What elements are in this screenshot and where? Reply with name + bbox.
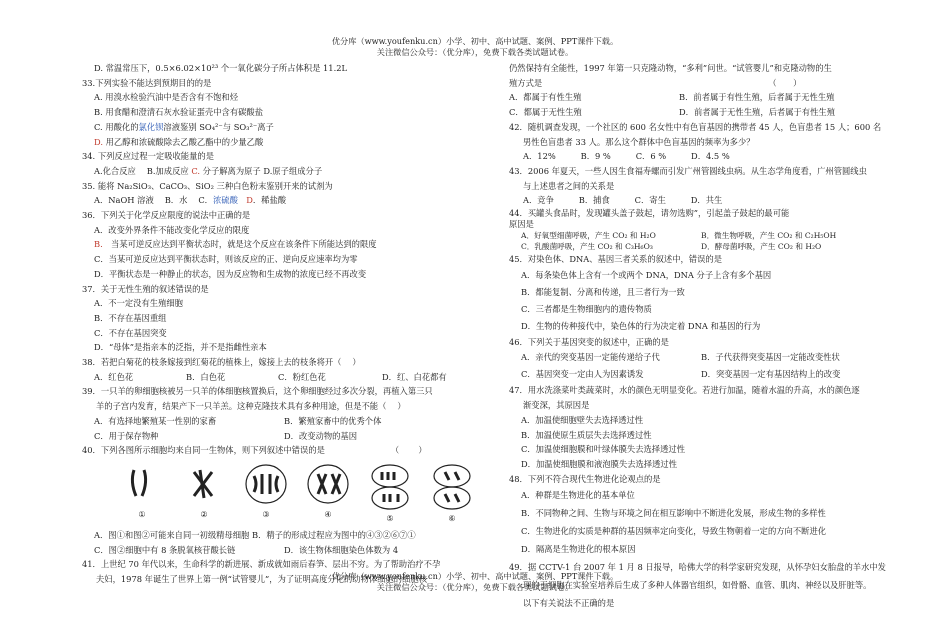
option: A．有选择地繁殖某一性别的家畜 <box>94 415 217 426</box>
option: B．前者属于有性生殖，后者属于无性生殖 <box>679 92 835 103</box>
option-line: D．“母体”是指亲本的泛指，并不是指雌性亲本 <box>94 342 267 353</box>
option-row <box>82 429 477 444</box>
option-line: D．隔离是生物进化的根本原因 <box>521 544 636 555</box>
page-header <box>0 36 950 58</box>
option-line: C．不存在基因突变 <box>94 327 167 338</box>
question-38: 38．若把白菊花的枝条嫁接到红菊花的植株上，嫁接上去的枝条将开（ ） <box>82 357 361 368</box>
highlight-letter: D. <box>94 136 103 147</box>
highlight-text: 氯化钡 <box>138 121 164 132</box>
question-49-cont: 现的干细胞在实验室培养后生成了多种人体器官组织，如骨骼、血管、肌肉、神经以及肝脏等。 <box>523 580 872 591</box>
cell-3-icon <box>244 462 288 508</box>
cell-label: ③ <box>262 509 270 519</box>
option-line: C．当某可逆反应达到平衡状态时，则该反应的正、逆向反应速率均为零 <box>94 254 358 265</box>
footer-line-2: 关注微信公众号：（优分库），免费下载各类试题试卷。 <box>376 582 574 592</box>
text: ．稀盐酸 <box>252 195 287 206</box>
left-column <box>82 61 477 587</box>
option: B．微生物呼吸，产生 CO₂ 和 C₂H₅OH <box>701 231 837 241</box>
option: C．基因突变一定由人为因素诱发 <box>521 369 644 380</box>
option-line: D．生物的传种接代中，染色体的行为决定着 DNA 和基因的行为 <box>521 320 761 331</box>
option-row <box>509 241 869 252</box>
option: C．都属于无性生殖 <box>509 107 582 118</box>
option-line: A．不一定没有生殖细胞 <box>94 298 183 309</box>
option: C．图②细胞中有 8 条脱氧核苷酸长链 <box>94 544 236 555</box>
option-line: A．改变外界条件不能改变化学反应的限度 <box>94 224 250 235</box>
text: A．NaOH 溶液 B．水 C． <box>94 195 213 206</box>
option-line <box>82 237 477 252</box>
text: 当某可逆反应达到平衡状态时，就是这个反应在该条件下所能达到的限度 <box>102 239 377 250</box>
text: 殖方式是 <box>509 77 543 88</box>
text: A.化合反应 B.加成反应 <box>94 165 192 176</box>
header-line-1: 优分库（www.youfenku.cn）小学、初中、高中试题、案例、PPT课件下载。 <box>331 36 619 46</box>
question-47: 47．用水洗涤菜叶类蔬菜时，水的颜色无明显变化。若进行加温，随着水温的升高，水的颜色逐 <box>509 385 860 396</box>
option-row <box>509 349 869 366</box>
option: D．红、白花都有 <box>382 371 447 382</box>
option: D．改变动物的基因 <box>284 430 358 441</box>
option: A．好氧型细菌呼吸，产生 CO₂ 和 H₂O <box>521 231 656 241</box>
option-line: B．不同物种之间、生物与环境之间在相互影响中不断进化发展，形成生物的多样性 <box>521 508 826 519</box>
cell-1-icon <box>120 462 164 508</box>
option-line <box>82 120 477 135</box>
option: B．子代获得突变基因一定能改变性状 <box>701 352 840 363</box>
option-row <box>82 543 477 558</box>
option-row <box>509 366 869 383</box>
text: 40．下列各图所示细胞均来自同一生物体，则下列叙述中错误的是 <box>82 445 325 456</box>
option-line: A．图①和图②可能来自同一初级精母细胞 B．精子的形成过程应为图中的④③②⑥⑦① <box>94 529 416 540</box>
option: C．粉红色花 <box>278 371 326 382</box>
option-line: D．加温使细胞膜和液泡膜失去选择透过性 <box>521 458 677 469</box>
question-41-cont: 夫妇，1978 年诞生了世界上第一例“试管婴儿”，为了证明高度分化的动物体细胞的细胞核 <box>96 574 427 585</box>
option-row <box>509 230 869 241</box>
option-line: C．生物进化的实质是种群的基因频率定向变化，导致生物朝着一定的方向不断进化 <box>521 526 827 537</box>
question-41: 41．上世纪 70 年代以来，生命科学的新进展、新成就如雨后春笋、层出不穷。为了帮助治疗不孕 <box>82 559 441 570</box>
option: D．酵母菌呼吸，产生 CO₂ 和 H₂O <box>701 242 822 252</box>
option: D．突变基因一定有基因结构上的改变 <box>701 369 841 380</box>
option-line <box>82 135 477 150</box>
option-line: D．平衡状态是一种静止的状态，因为反应物和生成物的浓度已经不再改变 <box>94 268 367 279</box>
option-line: A．12% B．9 % C．6 % D．4.5 % <box>523 151 730 162</box>
page-footer <box>0 571 950 593</box>
question-36: 36．下列关于化学反应限度的说法中正确的是 <box>82 210 251 221</box>
cell-2-icon <box>182 462 226 508</box>
option-line: B．加温使原生质层失去选择透过性 <box>521 429 652 440</box>
option: D．该生物体细胞染色体数为 4 <box>284 544 399 555</box>
option: B．白色花 <box>186 371 226 382</box>
option-line: B．都能复制、分离和传递，且三者行为一致 <box>521 286 685 297</box>
option-line: A．加温使细胞壁失去选择透过性 <box>521 414 644 425</box>
question-42: 42．随机调查发现，一个社区的 600 名女性中有色盲基因的携带者 45 人，色盲患者 15 人；600 名 <box>509 121 882 132</box>
question-47-cont: 渐变深，其原因是 <box>523 400 590 411</box>
question-41-cont: 仍然保持有全能性，1997 年第一只克隆动物，“多利”问世。“试管婴儿”和克隆动物的生 <box>509 63 832 73</box>
highlight-letter: C. <box>191 165 201 176</box>
cell-label: ① <box>138 509 146 519</box>
option-line: A. 用溴水检验汽油中是否含有不饱和烃 <box>94 92 239 103</box>
question-33: 33.下列实验不能达到预期目的的是 <box>82 77 212 88</box>
highlight-letter: D <box>246 195 253 206</box>
option-line: A．种群是生物进化的基本单位 <box>521 490 635 501</box>
cell-4-icon <box>306 462 350 508</box>
option-line <box>82 164 477 179</box>
answer-paren: （ ） <box>390 445 427 456</box>
text: C. 用酸化的 <box>94 121 139 132</box>
header-line-2: 关注微信公众号：（优分库），免费下载各类试题试卷。 <box>376 47 574 57</box>
option-line: A．竞争 B．捕食 C．寄生 D．共生 <box>523 195 723 206</box>
option-row <box>509 90 869 105</box>
cell-diagram <box>118 462 166 523</box>
cell-diagram <box>366 462 414 527</box>
question-49-cont: 以下有关说法不正确的是 <box>523 598 615 609</box>
highlight-text: 浓硫酸 <box>212 195 238 206</box>
question-44: 44．买罐头食品时，发现罐头盖子鼓起，请勿选购”，引起盖子鼓起的最可能 <box>509 208 790 219</box>
cell-label: ② <box>200 509 208 519</box>
footer-line-1: 优分库（www.youfenku.cn）小学、初中、高中试题、案例、PPT课件下载。 <box>331 571 619 581</box>
option: A．红色花 <box>94 371 134 382</box>
option: D．前者属于无性生殖，后者属于有性生殖 <box>679 107 835 118</box>
question-41-cont <box>509 76 869 91</box>
cell-figure <box>82 462 477 526</box>
question-49: 49．据 CCTV-1 台 2007 年 1 月 8 日报导，哈佛大学的科学家研究发现，从怀孕妇女胎盘的羊水中发 <box>509 562 886 573</box>
text: 分子解离为原子 D.原子组成分子 <box>200 165 323 176</box>
cell-6-icon <box>430 462 474 512</box>
question-34: 34. 下列反应过程一定吸收能量的是 <box>82 151 214 162</box>
option: A．亲代的突变基因一定能传递给子代 <box>521 352 660 363</box>
cell-label: ④ <box>324 509 332 519</box>
option-line: A．每条染色体上含有一个或两个 DNA，DNA 分子上含有多个基因 <box>521 269 772 280</box>
question-46: 46．下列关于基因突变的叙述中，正确的是 <box>509 336 669 347</box>
answer-paren: （ ） <box>768 77 802 88</box>
option-line: C．加温使细胞膜和叶绿体膜失去选择透过性 <box>521 444 685 455</box>
option-line: C．三者都是生物细胞内的遗传物质 <box>521 303 652 314</box>
question-44-cont: 原因是 <box>509 219 534 230</box>
question-48: 48．下列不符合现代生物进化论观点的是 <box>509 473 661 484</box>
question-43: 43．2006 年夏天，一些人因生食福寿螺而引发广州管圆线虫病。从生态学角度看，广州管圆线虫 <box>509 165 867 176</box>
question-35: 35. 能将 Na₂SiO₃、CaCO₃、SiO₂ 三种白色粉末鉴别开来的试剂为 <box>82 180 333 191</box>
cell-diagram <box>428 462 476 527</box>
question-42-cont: 男性色盲患者 33 人。那么这个群体中色盲基因的频率为多少？ <box>523 136 755 147</box>
cell-label: ⑥ <box>448 513 456 523</box>
text: 用乙醇和浓硫酸除去乙酸乙酯中的少量乙酸 <box>103 136 264 147</box>
option-line: B．不存在基因重组 <box>94 312 167 323</box>
option-line <box>82 193 477 208</box>
text: 溶液鉴别 SO₄²⁻与 SO₃²⁻离子 <box>163 121 274 132</box>
cell-5-icon <box>368 462 412 512</box>
cell-diagram <box>304 462 352 523</box>
question-45: 45．对染色体、DNA、基因三者关系的叙述中，错误的是 <box>509 254 722 265</box>
option-line: B. 用食醋和澄清石灰水验证蛋壳中含有碳酸盐 <box>94 107 264 118</box>
cell-diagram <box>180 462 228 523</box>
option: C．用于保存物种 <box>94 430 159 441</box>
option-line: D. 常温常压下，0.5×6.02×10²³ 个一氧化碳分子所占体积是 11.2L <box>94 63 348 73</box>
option: B．繁殖家畜中的优秀个体 <box>284 415 382 426</box>
highlight-letter: B. <box>94 239 103 250</box>
question-39-cont: 羊的子宫内发育，结果产下一只羊羔。这种克隆技术具有多种用途，但是不能（ ） <box>96 401 406 412</box>
option-row <box>82 414 477 429</box>
question-37: 37．关于无性生殖的叙述错误的是 <box>82 283 209 294</box>
cell-diagram <box>242 462 290 523</box>
option: C．乳酸菌呼吸，产生 CO₂ 和 C₃H₆O₃ <box>521 242 653 252</box>
right-column <box>509 61 886 612</box>
option-row <box>82 370 477 385</box>
cell-label: ⑤ <box>386 513 394 523</box>
question-43-cont: 与上述患者之间的关系是 <box>523 180 615 191</box>
option: A．都属于有性生殖 <box>509 92 582 103</box>
option-row <box>509 105 869 120</box>
question-39: 39．一只羊的卵细胞核被另一只羊的体细胞核置换后，这个卵细胞经过多次分裂，再植入第三只 <box>82 386 433 397</box>
question-40 <box>82 443 477 458</box>
